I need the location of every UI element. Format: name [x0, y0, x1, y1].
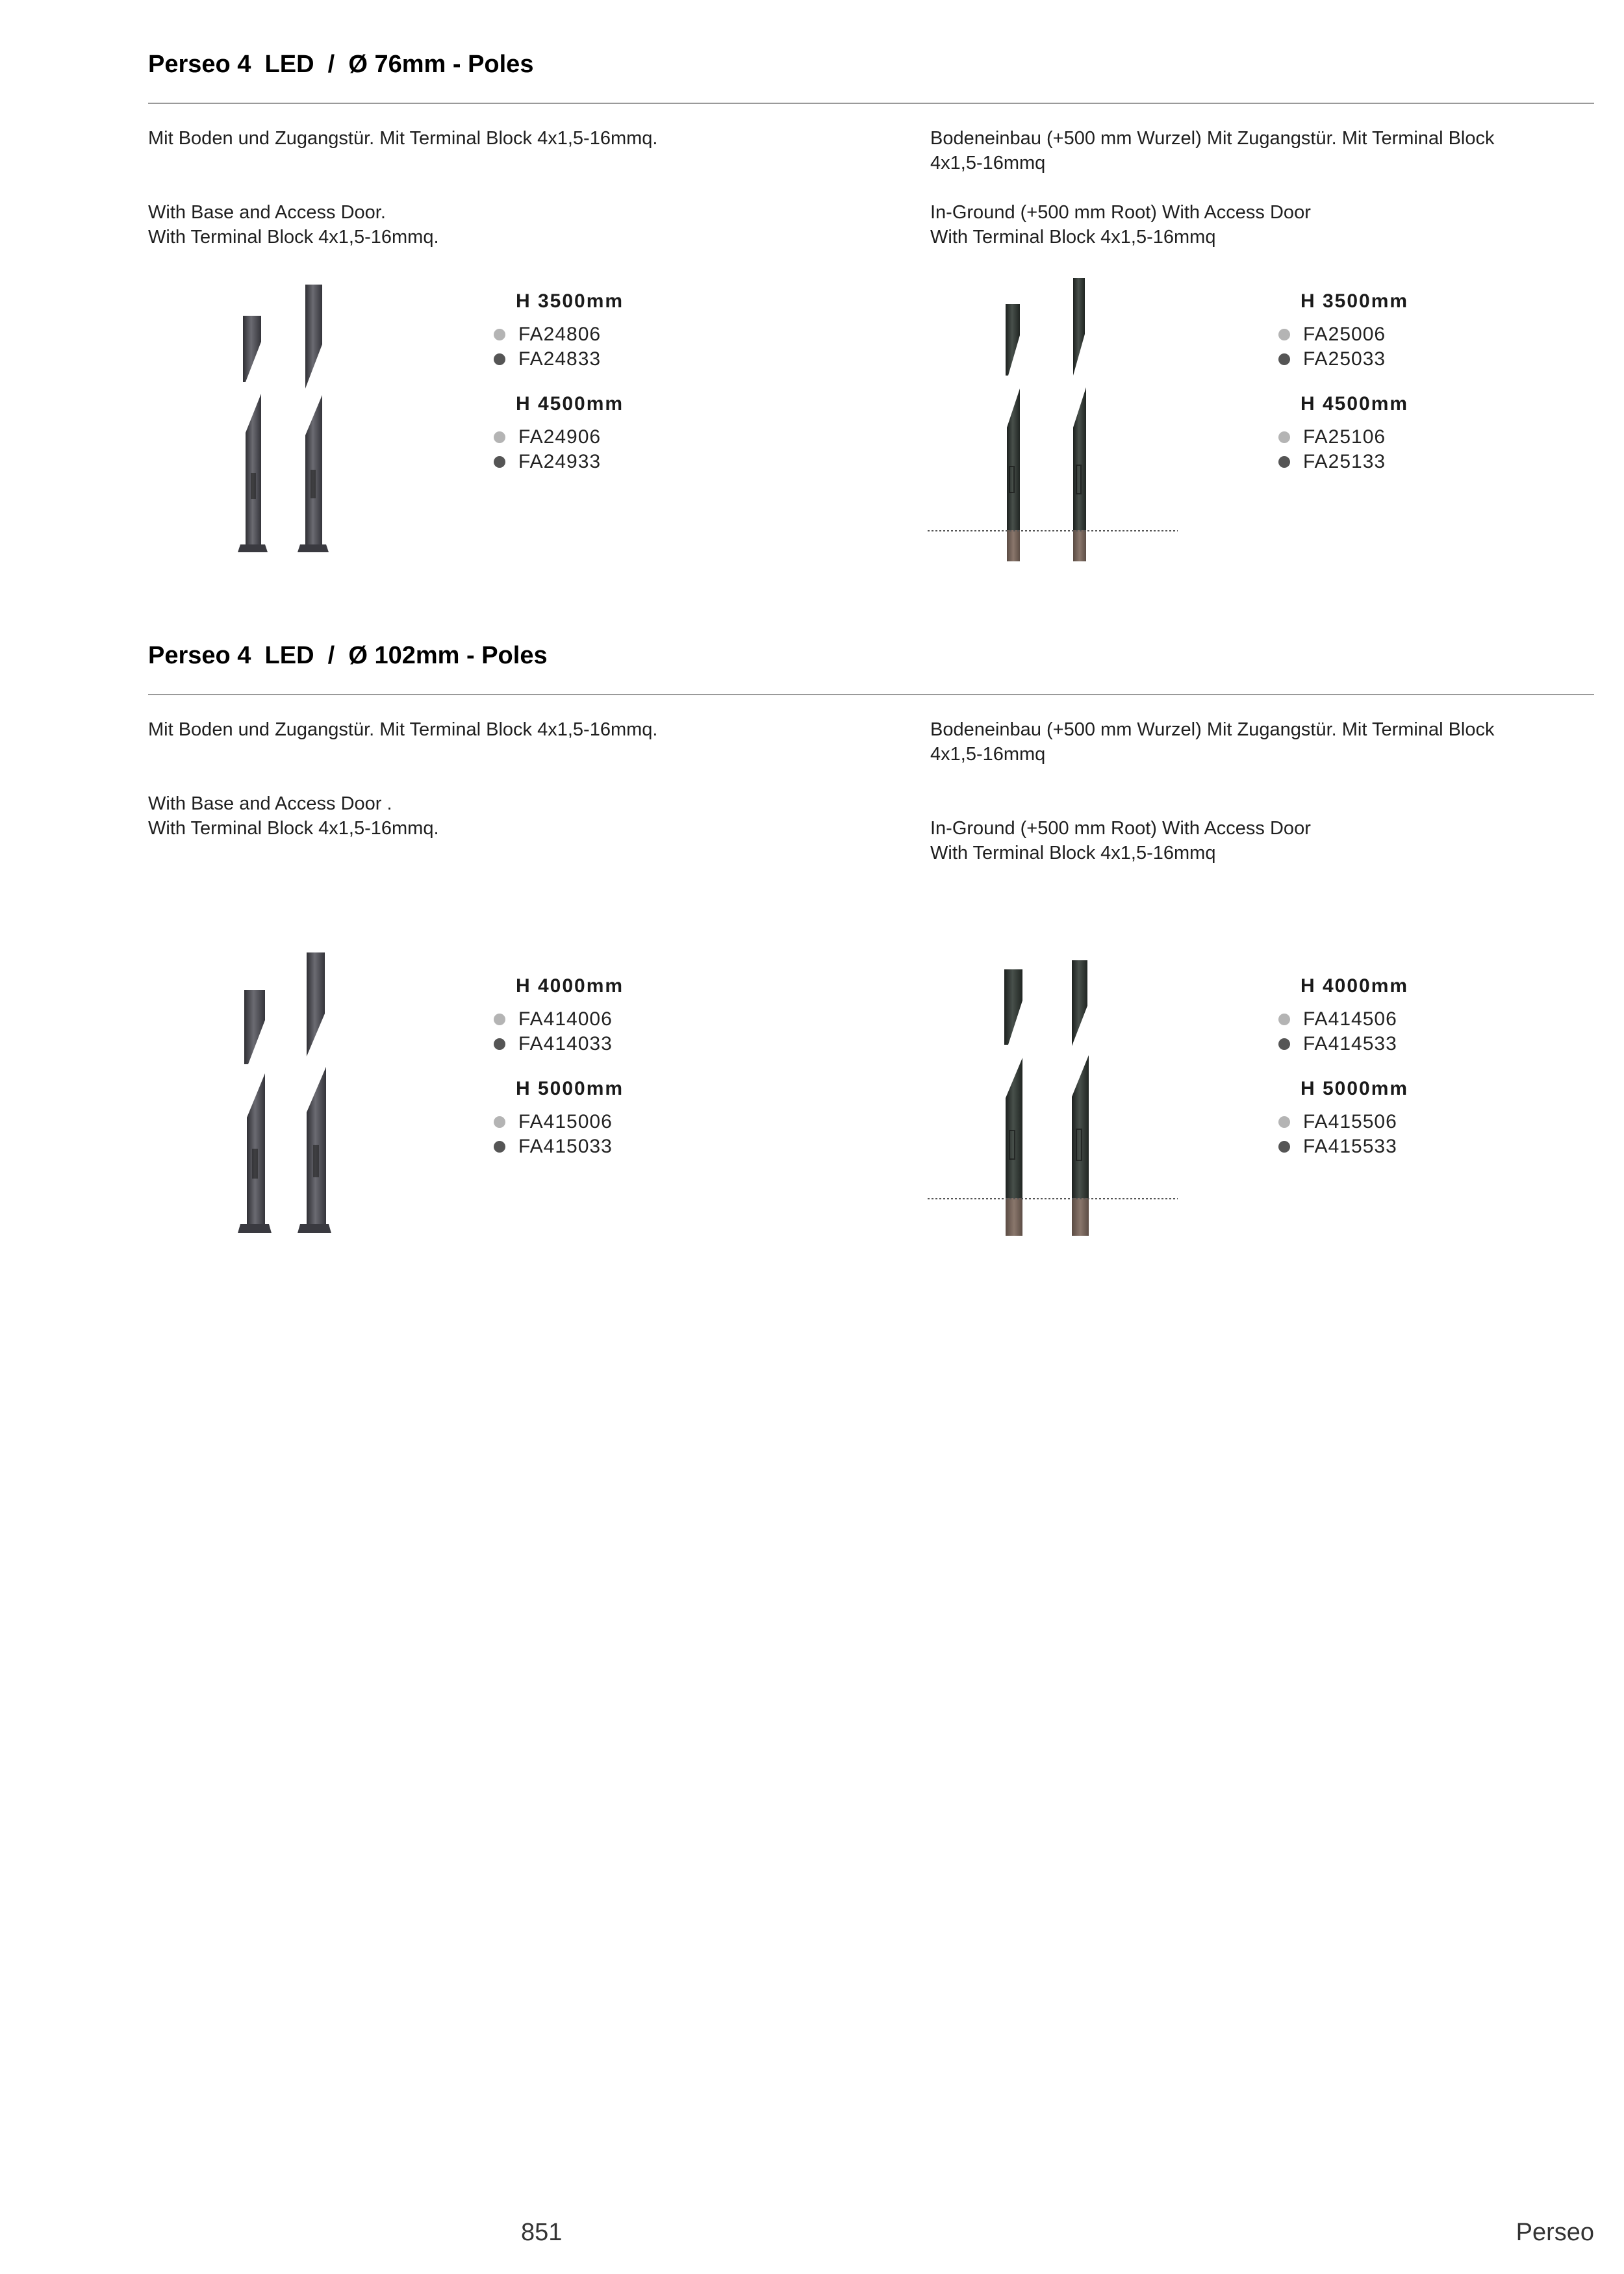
- column-in-ground: [930, 717, 1593, 865]
- product-code: FA415006: [494, 1110, 754, 1134]
- product-code: FA24833: [494, 347, 754, 372]
- description-de-line2: 4x1,5-16mmq: [930, 153, 1046, 173]
- height-group: [1278, 973, 1538, 1056]
- product-code: FA414506: [1278, 1007, 1538, 1032]
- product-code: FA415533: [1278, 1134, 1538, 1159]
- height-label: H 4500mm: [1300, 393, 1409, 415]
- pole-in-ground-illustration: [928, 278, 1187, 564]
- series-name: Perseo: [1516, 2219, 1594, 2246]
- divider: [148, 103, 1594, 104]
- description-en-line1: In-Ground (+500 mm Root) With Access Door: [930, 202, 1311, 223]
- height-group: [494, 391, 754, 474]
- dark-finish-dot-icon: [1278, 353, 1290, 365]
- pole-with-base-illustration: [213, 952, 343, 1238]
- dark-finish-dot-icon: [1278, 1141, 1290, 1153]
- description-en-line2: With Terminal Block 4x1,5-16mmq: [930, 843, 1216, 863]
- product-code: FA24933: [494, 450, 754, 474]
- spec-list-in-ground: [1278, 288, 1538, 474]
- description-en-line2: With Terminal Block 4x1,5-16mmq.: [148, 818, 439, 839]
- height-group: [1278, 288, 1538, 372]
- light-finish-dot-icon: [1278, 329, 1290, 340]
- description-en-line1: With Base and Access Door .: [148, 793, 392, 814]
- dark-finish-dot-icon: [494, 456, 505, 468]
- description-de: Mit Boden und Zugangstür. Mit Terminal Block 4x1,5-16mmq.: [148, 128, 658, 149]
- dark-finish-dot-icon: [1278, 456, 1290, 468]
- description-en-line1: With Base and Access Door.: [148, 202, 386, 223]
- description-de-line1: Bodeneinbau (+500 mm Wurzel) Mit Zugangstür. Mit Terminal Block: [930, 128, 1495, 149]
- pole-in-ground-illustration: [928, 960, 1187, 1246]
- dark-finish-dot-icon: [494, 1141, 505, 1153]
- product-code: FA24806: [494, 322, 754, 347]
- section-76mm: [148, 51, 1594, 570]
- dark-finish-dot-icon: [1278, 1038, 1290, 1050]
- product-code: FA414006: [494, 1007, 754, 1032]
- spec-list-with-base: [494, 973, 754, 1159]
- height-group: [494, 288, 754, 372]
- height-group: [1278, 1076, 1538, 1159]
- product-code: FA25006: [1278, 322, 1538, 347]
- light-finish-dot-icon: [494, 1116, 505, 1128]
- height-label: H 3500mm: [1300, 290, 1409, 312]
- light-finish-dot-icon: [494, 329, 505, 340]
- section-title: Perseo 4 LED / Ø 102mm - Poles: [148, 642, 548, 669]
- column-with-base: [148, 717, 811, 841]
- dark-finish-dot-icon: [494, 1038, 505, 1050]
- spec-list-in-ground: [1278, 973, 1538, 1159]
- description-de-line2: 4x1,5-16mmq: [930, 744, 1046, 765]
- description-en-line1: In-Ground (+500 mm Root) With Access Door: [930, 818, 1311, 839]
- pole-with-base-illustration: [213, 285, 343, 557]
- height-group: [494, 1076, 754, 1159]
- height-label: H 4000mm: [1300, 975, 1409, 997]
- height-label: H 5000mm: [516, 1078, 624, 1099]
- section-102mm: [148, 642, 1594, 1259]
- light-finish-dot-icon: [494, 1014, 505, 1025]
- product-code: FA25033: [1278, 347, 1538, 372]
- height-label: H 4000mm: [516, 975, 624, 997]
- column-with-base: [148, 126, 811, 249]
- height-group: [1278, 391, 1538, 474]
- light-finish-dot-icon: [1278, 1014, 1290, 1025]
- height-label: H 4500mm: [516, 393, 624, 415]
- light-finish-dot-icon: [1278, 431, 1290, 443]
- section-title: Perseo 4 LED / Ø 76mm - Poles: [148, 51, 534, 78]
- description-de-line1: Bodeneinbau (+500 mm Wurzel) Mit Zugangstür. Mit Terminal Block: [930, 719, 1495, 740]
- product-code: FA25133: [1278, 450, 1538, 474]
- product-code: FA415506: [1278, 1110, 1538, 1134]
- light-finish-dot-icon: [1278, 1116, 1290, 1128]
- description-en-line2: With Terminal Block 4x1,5-16mmq: [930, 227, 1216, 248]
- description-de: Mit Boden und Zugangstür. Mit Terminal Block 4x1,5-16mmq.: [148, 719, 658, 740]
- height-label: H 5000mm: [1300, 1078, 1409, 1099]
- height-group: [494, 973, 754, 1056]
- page-number: 851: [521, 2219, 563, 2246]
- divider: [148, 694, 1594, 695]
- column-in-ground: [930, 126, 1593, 249]
- description-en-line2: With Terminal Block 4x1,5-16mmq.: [148, 227, 439, 248]
- product-code: FA415033: [494, 1134, 754, 1159]
- product-code: FA24906: [494, 425, 754, 450]
- light-finish-dot-icon: [494, 431, 505, 443]
- product-code: FA25106: [1278, 425, 1538, 450]
- dark-finish-dot-icon: [494, 353, 505, 365]
- spec-list-with-base: [494, 288, 754, 474]
- product-code: FA414533: [1278, 1032, 1538, 1056]
- height-label: H 3500mm: [516, 290, 624, 312]
- product-code: FA414033: [494, 1032, 754, 1056]
